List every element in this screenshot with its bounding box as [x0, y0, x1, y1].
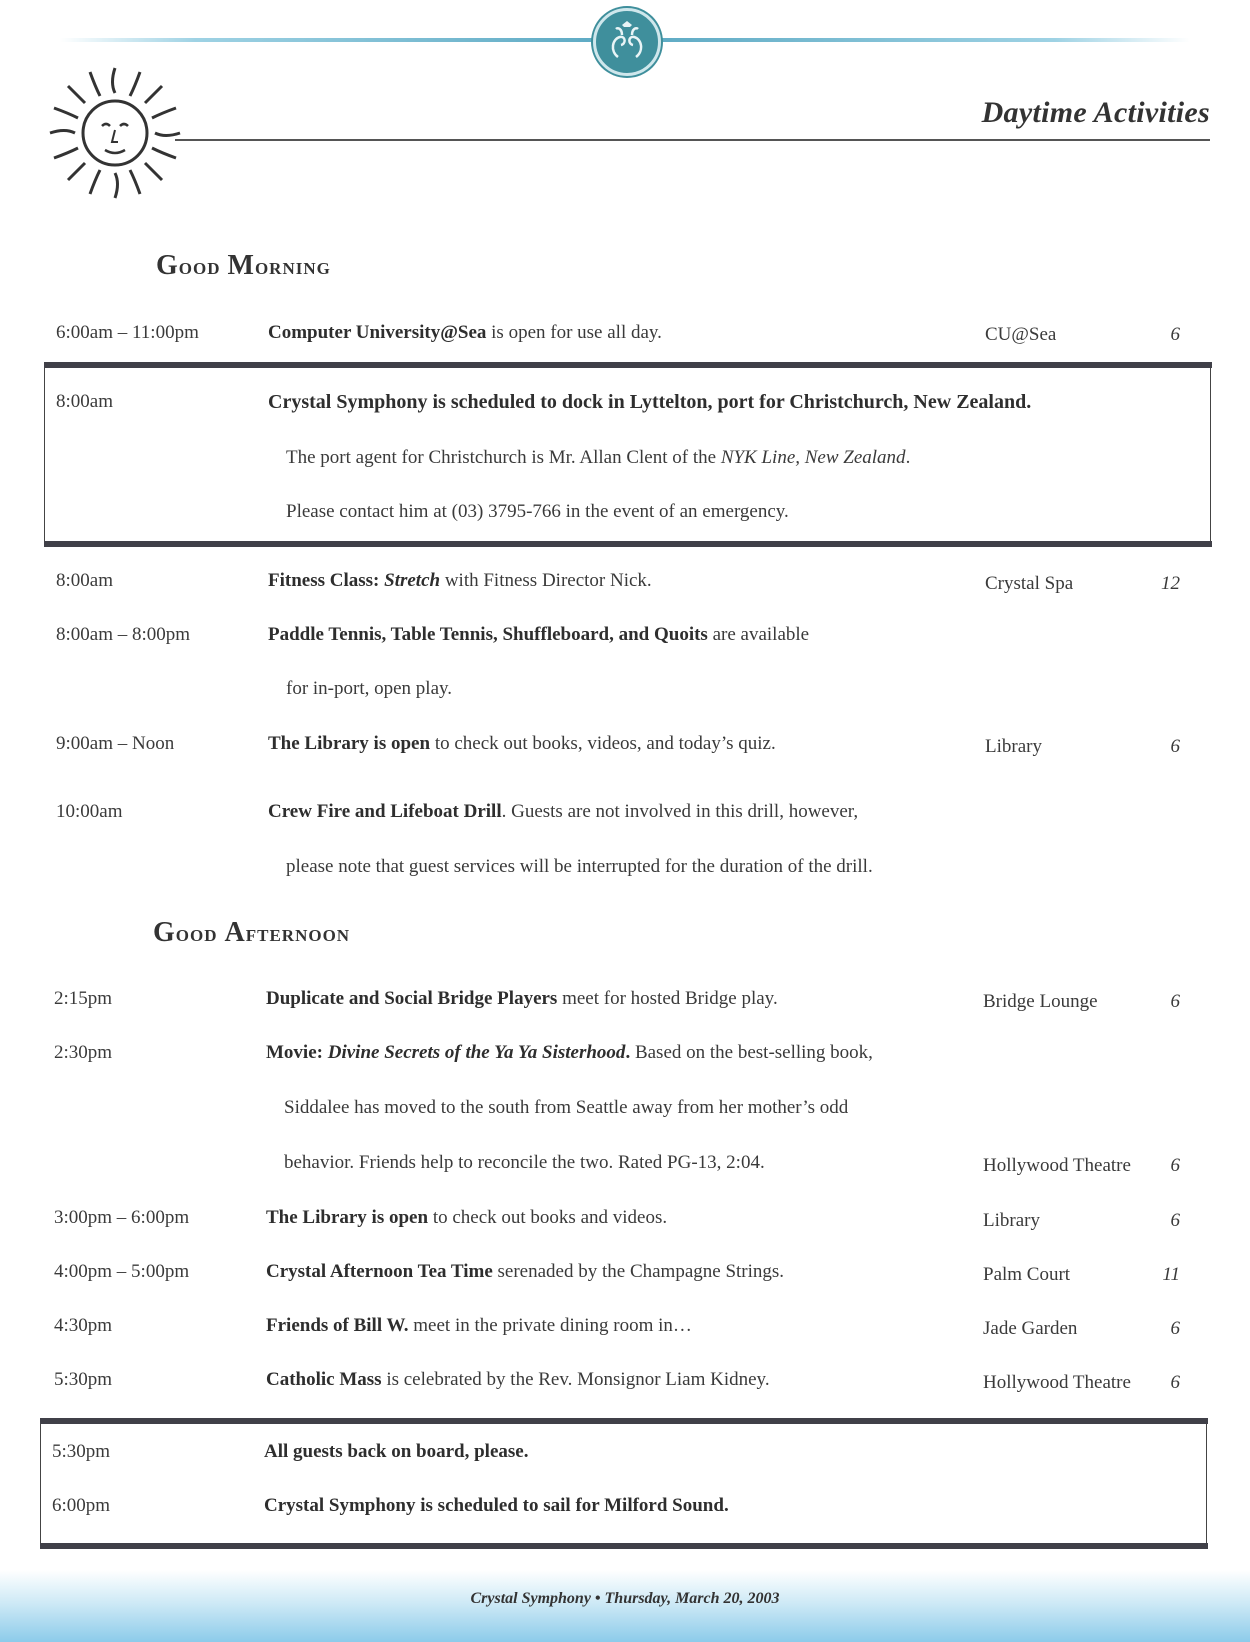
event-location: Palm Court: [983, 1264, 1071, 1285]
event-location: Jade Garden: [983, 1318, 1078, 1339]
event-time: 4:00pm – 5:00pm: [54, 1261, 190, 1282]
event-location: Hollywood Theatre: [983, 1372, 1131, 1393]
event-time: 6:00pm: [52, 1495, 111, 1516]
event-description: Computer University@Sea is open for use all day.: [268, 322, 662, 343]
event-location: CU@Sea: [985, 324, 1057, 345]
sun-logo-icon: [40, 58, 190, 208]
event-time: 8:00am – 8:00pm: [56, 624, 191, 645]
event-description: Paddle Tennis, Table Tennis, Shuffleboard, and Quoits are available: [268, 624, 810, 645]
event-description: Catholic Mass is celebrated by the Rev. Monsignor Liam Kidney.: [266, 1369, 770, 1390]
event-location: Crystal Spa: [985, 573, 1074, 594]
event-description: Crystal Symphony is scheduled to sail for Milford Sound.: [264, 1495, 729, 1516]
event-description: Duplicate and Social Bridge Players meet for hosted Bridge play.: [266, 988, 778, 1009]
seahorse-emblem-icon: [593, 8, 661, 76]
event-description: The Library is open to check out books and videos.: [266, 1207, 668, 1228]
event-location: Library: [983, 1210, 1040, 1231]
event-description: Crew Fire and Lifeboat Drill. Guests are not involved in this drill, however,: [268, 801, 859, 822]
section-heading-morning: Good Morning: [156, 250, 331, 281]
event-description: Fitness Class: Stretch with Fitness Director Nick.: [268, 570, 652, 591]
event-time: 8:00am: [56, 391, 113, 412]
title-rule: [175, 139, 1210, 141]
footer-text: Crystal Symphony • Thursday, March 20, 2003: [470, 1590, 780, 1607]
event-detail-line: Please contact him at (03) 3795-766 in the event of an emergency.: [286, 501, 789, 522]
event-description: The Library is open to check out books, videos, and today’s quiz.: [268, 733, 776, 754]
event-detail-line: behavior. Friends help to reconcile the two. Rated PG-13, 2:04.: [284, 1152, 765, 1173]
event-time: 10:00am: [56, 801, 123, 822]
box-border-bottom: [44, 541, 1212, 547]
event-time: 5:30pm: [52, 1441, 111, 1462]
event-time: 8:00am: [56, 570, 113, 591]
event-location: Bridge Lounge: [983, 991, 1098, 1012]
event-detail-line: for in-port, open play.: [286, 678, 453, 699]
event-detail-line: please note that guest services will be interrupted for the duration of the drill.: [286, 856, 873, 877]
event-time: 9:00am – Noon: [56, 733, 175, 754]
event-detail-line: Siddalee has moved to the south from Seattle away from her mother’s odd: [284, 1097, 849, 1118]
event-description: All guests back on board, please.: [264, 1441, 529, 1462]
event-time: 3:00pm – 6:00pm: [54, 1207, 190, 1228]
event-detail-line: The port agent for Christchurch is Mr. Allan Clent of the NYK Line, New Zealand.: [286, 447, 911, 468]
notice-box-sail: [40, 1424, 1207, 1544]
event-location: Hollywood Theatre: [983, 1155, 1131, 1176]
event-time: 5:30pm: [54, 1369, 113, 1390]
event-description: Movie: Divine Secrets of the Ya Ya Sisterhood. Based on the best-selling book,: [266, 1042, 873, 1063]
section-heading-afternoon: Good Afternoon: [153, 917, 351, 948]
event-time: 2:15pm: [54, 988, 113, 1009]
box-border-bottom: [40, 1543, 1208, 1549]
event-description: Friends of Bill W. meet in the private dining room in…: [266, 1315, 692, 1336]
event-time: 2:30pm: [54, 1042, 113, 1063]
page-title: Daytime Activities: [981, 96, 1210, 129]
event-time: 6:00am – 11:00pm: [56, 322, 199, 343]
event-description: Crystal Symphony is scheduled to dock in Lyttelton, port for Christchurch, New Zealand.: [268, 391, 1032, 413]
event-location: Library: [985, 736, 1042, 757]
event-time: 4:30pm: [54, 1315, 113, 1336]
event-description: Crystal Afternoon Tea Time serenaded by the Champagne Strings.: [266, 1261, 785, 1282]
